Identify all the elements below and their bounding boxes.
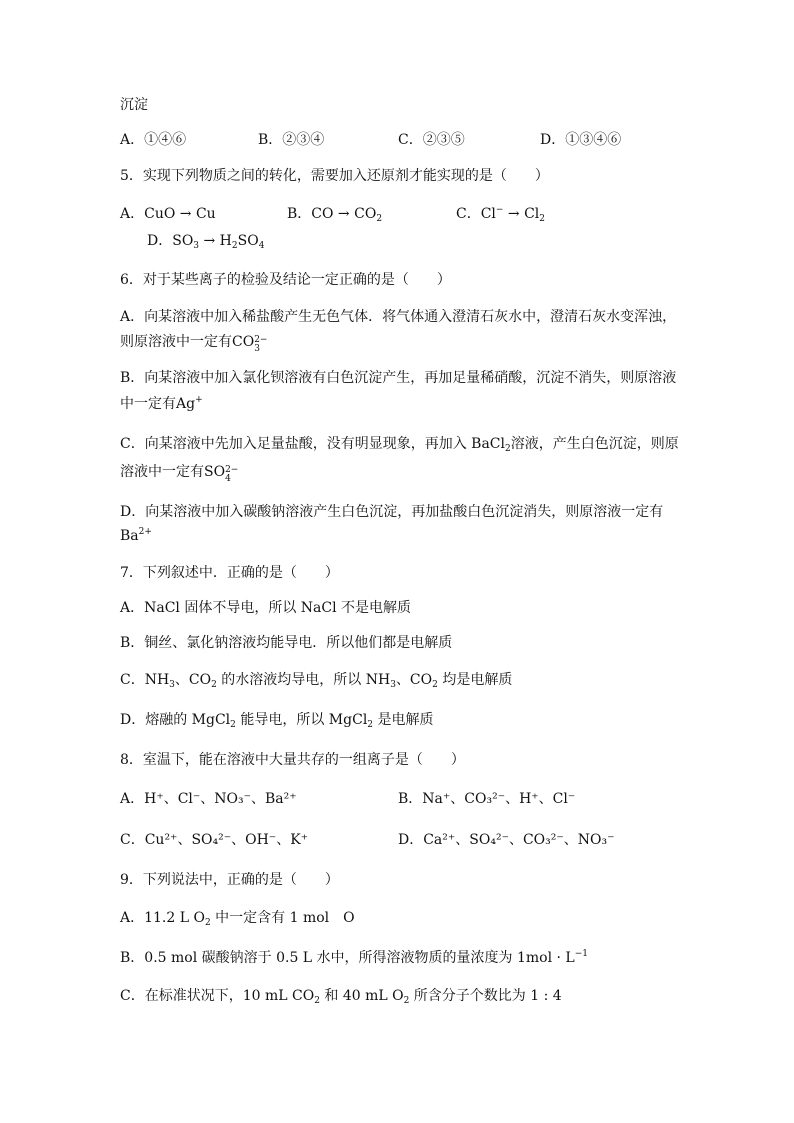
q5-option-c-sub: 2: [539, 214, 546, 224]
q6-c-sub2: 4: [225, 474, 231, 484]
prev-option-c: C．②③⑤: [398, 132, 465, 148]
q9-stem: 9．下列说法中，正确的是（ ）: [120, 872, 339, 888]
q9-b-part1: B．0.5 mol 碳酸钠溶于 0.5 L 水中，所得溶液物质的量浓度为 1mol · L: [120, 950, 575, 966]
q7-stem: 7．下列叙述中．正确的是（ ）: [120, 565, 339, 581]
q9-c-sub2: 2: [403, 996, 410, 1006]
q6-a-sup: 2−: [254, 335, 268, 345]
q9-c-part1: C．在标准状况下，10 mL CO: [120, 988, 315, 1004]
q7-d-part3: 是电解质: [373, 712, 434, 728]
q7-option-c: [120, 670, 512, 690]
q6-option-a-line2: [120, 332, 267, 354]
q5-option-d-sub2: 2: [231, 241, 238, 251]
q9-a-sub: 2: [204, 918, 211, 928]
q6-option-a-ion-script: [254, 336, 267, 354]
q9-option-c: [120, 986, 562, 1006]
q6-option-c-line1: [120, 434, 679, 454]
q6-option-d-line1: D．向某溶液中加入碳酸钠溶液产生白色沉淀，再加盐酸白色沉淀消失，则原溶液一定有: [120, 504, 664, 520]
q6-option-d-line2-text: Ba: [120, 528, 139, 544]
q6-option-b-line2-text: 中一定有Ag: [120, 396, 196, 412]
q7-c-sub2: 2: [211, 680, 217, 690]
q6-stem: 6．对于某些离子的检验及结论一定正确的是（ ）: [120, 272, 451, 288]
q6-c-sub: 2: [505, 444, 511, 454]
q6-option-c-line2-text: 溶液中一定有SO: [120, 464, 226, 480]
q7-c-part1: C．NH: [120, 672, 170, 688]
q7-c-part2: 、CO: [174, 672, 212, 688]
q9-option-a: [120, 908, 355, 928]
q5-option-d-text: D．SO: [147, 233, 194, 249]
prev-option-b: B．②③④: [258, 132, 325, 148]
q7-d-part2: 能导电，所以 MgCl: [235, 712, 368, 728]
q5-option-c-text: C．Cl: [456, 206, 496, 222]
q5-option-d-sub1: 3: [193, 241, 200, 251]
q5-option-d-mid: → H: [199, 233, 232, 249]
q5-option-c-sup: −: [495, 205, 504, 215]
q6-option-a-line1: A．向某溶液中加入稀盐酸产生无色气体．将气体通入澄清石灰水中，澄清石灰水变浑浊，: [120, 309, 677, 325]
q9-option-b: [120, 948, 588, 968]
q9-c-part2: 和 40 mL O: [319, 988, 404, 1004]
q5-stem: 5．实现下列物质之间的转化，需要加入还原剂才能实现的是（ ）: [120, 168, 549, 184]
q7-option-d: [120, 710, 433, 730]
q9-c-sub1: 2: [314, 996, 320, 1006]
q5-option-d-mid2: SO: [237, 233, 259, 249]
q7-c-sub4: 2: [432, 680, 438, 690]
q5-option-a: A．CuO → Cu: [120, 206, 216, 222]
q6-option-b-line2: [120, 394, 203, 414]
q9-c-part3: 所含分子个数比为 1 : 4: [409, 988, 562, 1004]
q7-option-b: B．铜丝、氯化钠溶液均能导电．所以他们都是电解质: [120, 635, 453, 651]
q5-option-d-sub3: 4: [258, 241, 265, 251]
prev-option-d: D．①③④⑥: [540, 132, 622, 148]
q5-option-b: [287, 204, 382, 224]
q6-d-sup: 2+: [138, 527, 152, 537]
q8-option-b: B．Na⁺、CO₃²⁻、H⁺、Cl⁻: [398, 791, 576, 807]
q7-c-part4: 、CO: [395, 672, 433, 688]
q8-option-c: C．Cu²⁺、SO₄²⁻、OH⁻、K⁺: [120, 832, 309, 848]
q7-d-part1: D．熔融的 MgCl: [120, 712, 231, 728]
q6-a-sub: 3: [254, 344, 260, 354]
q6-b-sup: +: [195, 395, 203, 405]
q6-c-sup: 2−: [225, 465, 239, 475]
q9-a-part2: 中一定含有 1 mol O: [210, 910, 355, 926]
q8-stem: 8．室温下，能在溶液中大量共存的一组离子是（ ）: [120, 752, 465, 768]
q9-a-part1: A．11.2 L O: [120, 910, 205, 926]
q5-option-c: [456, 204, 545, 224]
q8-option-a: A．H⁺、Cl⁻、NO₃⁻、Ba²⁺: [120, 791, 297, 807]
q7-c-part3: 的水溶液均导电，所以 NH: [216, 672, 391, 688]
q6-option-c-line2: [120, 462, 238, 484]
q6-option-c-post: 溶液，产生白色沉淀，则原: [510, 436, 679, 452]
q7-option-a: A．NaCl 固体不导电，所以 NaCl 不是电解质: [120, 600, 412, 616]
q7-c-part5: 均是电解质: [437, 672, 513, 688]
q9-b-sup: −1: [574, 949, 589, 959]
q7-d-sub1: 2: [230, 720, 236, 730]
prev-question-tail: 沉淀: [120, 97, 148, 113]
q6-option-c-text: C．向某溶液中先加入足量盐酸，没有明显现象，再加入 BaCl: [120, 436, 505, 452]
q6-option-a-line2-text: 则原溶液中一定有CO: [120, 334, 255, 350]
q5-option-b-text: B．CO → CO: [287, 206, 377, 222]
prev-option-a: A．①④⑥: [120, 132, 187, 148]
q5-option-b-sub: 2: [376, 214, 383, 224]
q5-option-c-mid: → Cl: [503, 206, 540, 222]
q6-option-d-line2: [120, 526, 152, 546]
q8-option-d: D．Ca²⁺、SO₄²⁻、CO₃²⁻、NO₃⁻: [398, 832, 615, 848]
q7-c-sub1: 3: [169, 680, 175, 690]
q7-d-sub2: 2: [367, 720, 374, 730]
q6-option-c-ion-script: [225, 466, 238, 484]
q7-c-sub3: 3: [390, 680, 396, 690]
q5-option-d: [147, 231, 264, 251]
q6-option-b-line1: B．向某溶液中加入氯化钡溶液有白色沉淀产生，再加足量稀硝酸，沉淀不消失，则原溶液: [120, 370, 677, 386]
